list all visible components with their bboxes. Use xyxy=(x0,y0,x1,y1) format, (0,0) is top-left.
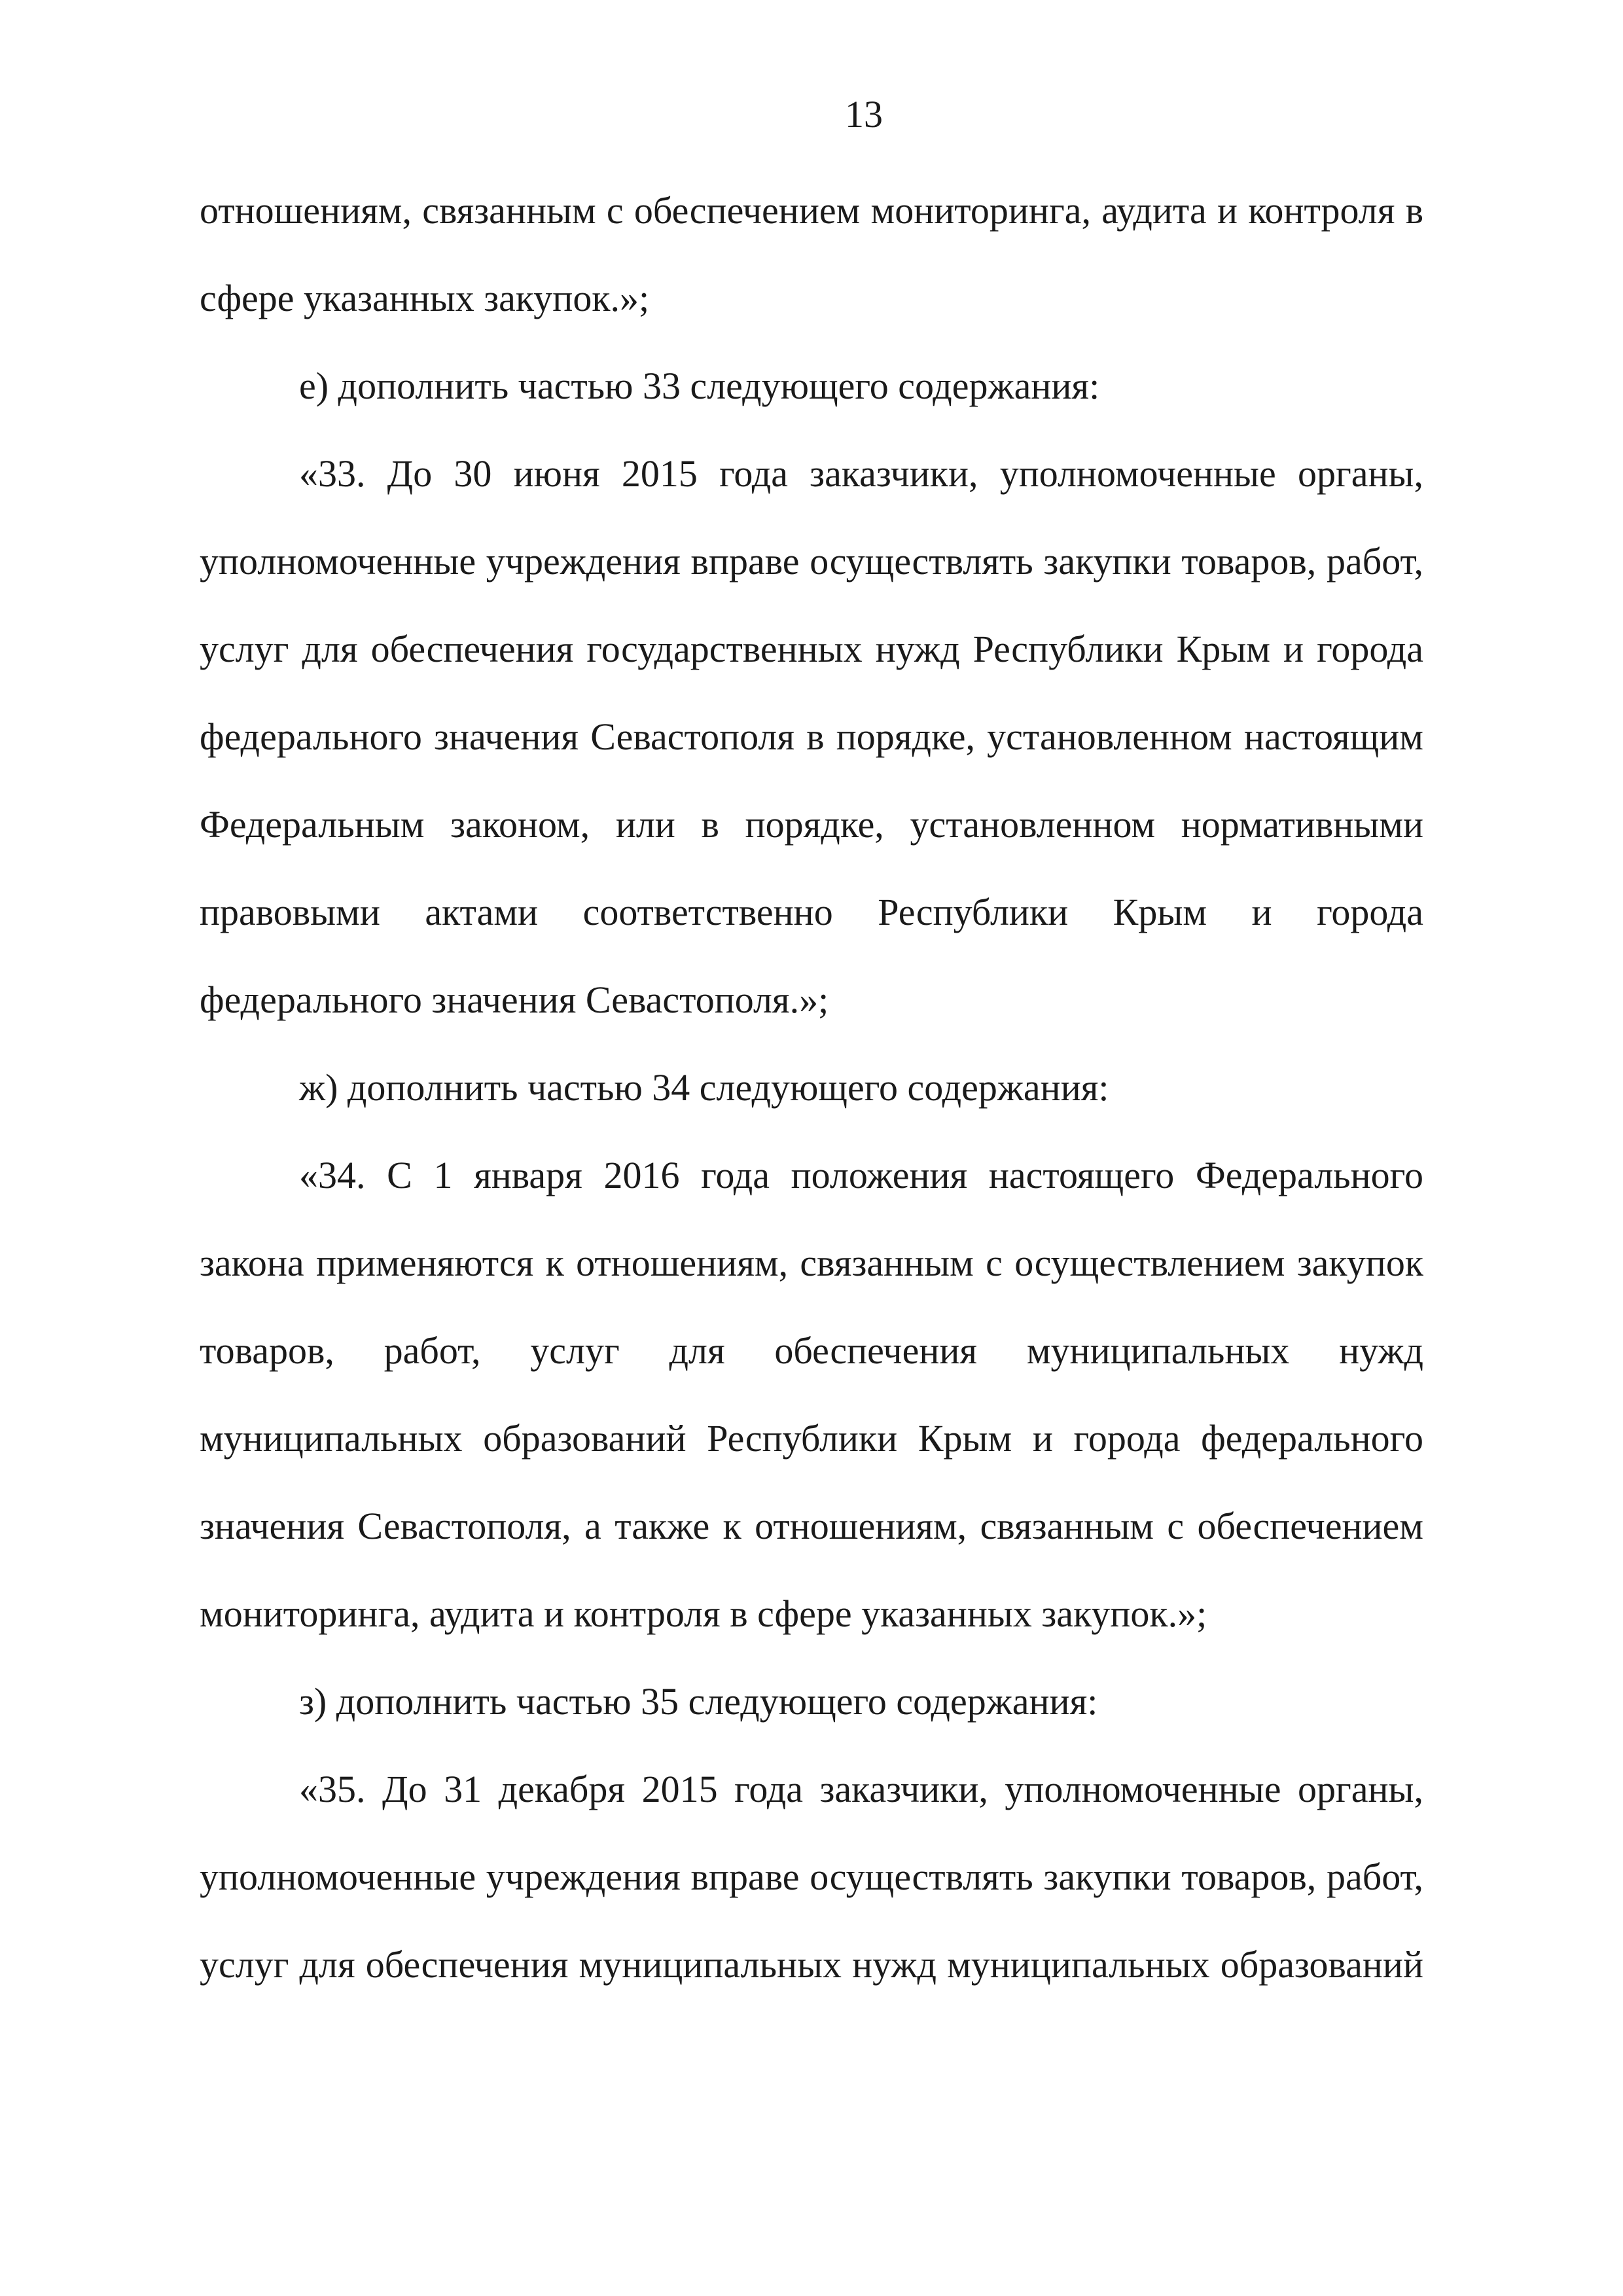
page-number: 13 xyxy=(845,93,883,135)
text-line: значения Севастополя, а также к отношениям, связанным с обеспечением xyxy=(200,1505,1423,1547)
text-line: е) дополнить частью 33 следующего содержания: xyxy=(299,365,1100,407)
text-line: федерального значения Севастополя.»; xyxy=(200,978,829,1021)
text-line: муниципальных образований Республики Крым и города федерального xyxy=(200,1417,1423,1460)
text-line: ж) дополнить частью 34 следующего содержания: xyxy=(299,1066,1109,1109)
text-line: мониторинга, аудита и контроля в сфере указанных закупок.»; xyxy=(200,1592,1207,1635)
text-line: «33. До 30 июня 2015 года заказчики, уполномоченные органы, xyxy=(299,452,1423,495)
text-line: правовыми актами соответственно Республики Крым и города xyxy=(200,891,1423,933)
document-body xyxy=(200,167,1423,2009)
text-line: «35. До 31 декабря 2015 года заказчики, уполномоченные органы, xyxy=(299,1768,1423,1810)
text-line: товаров, работ, услуг для обеспечения муниципальных нужд xyxy=(200,1329,1423,1372)
text-line: уполномоченные учреждения вправе осуществлять закупки товаров, работ, xyxy=(200,540,1423,583)
text-line: Федеральным законом, или в порядке, установленном нормативными xyxy=(200,803,1423,846)
text-line: отношениям, связанным с обеспечением мониторинга, аудита и контроля в xyxy=(200,189,1423,232)
text-line: сфере указанных закупок.»; xyxy=(200,277,650,319)
text-line: услуг для обеспечения государственных нужд Республики Крым и города xyxy=(200,628,1423,670)
text-line: з) дополнить частью 35 следующего содержания: xyxy=(299,1680,1098,1723)
text-line: федерального значения Севастополя в порядке, установленном настоящим xyxy=(200,715,1423,758)
text-line: закона применяются к отношениям, связанным с осуществлением закупок xyxy=(200,1242,1423,1284)
text-line: «34. С 1 января 2016 года положения настоящего Федерального xyxy=(299,1154,1423,1196)
text-line: уполномоченные учреждения вправе осуществлять закупки товаров, работ, xyxy=(200,1856,1423,1898)
text-line: услуг для обеспечения муниципальных нужд муниципальных образований xyxy=(200,1943,1423,1986)
